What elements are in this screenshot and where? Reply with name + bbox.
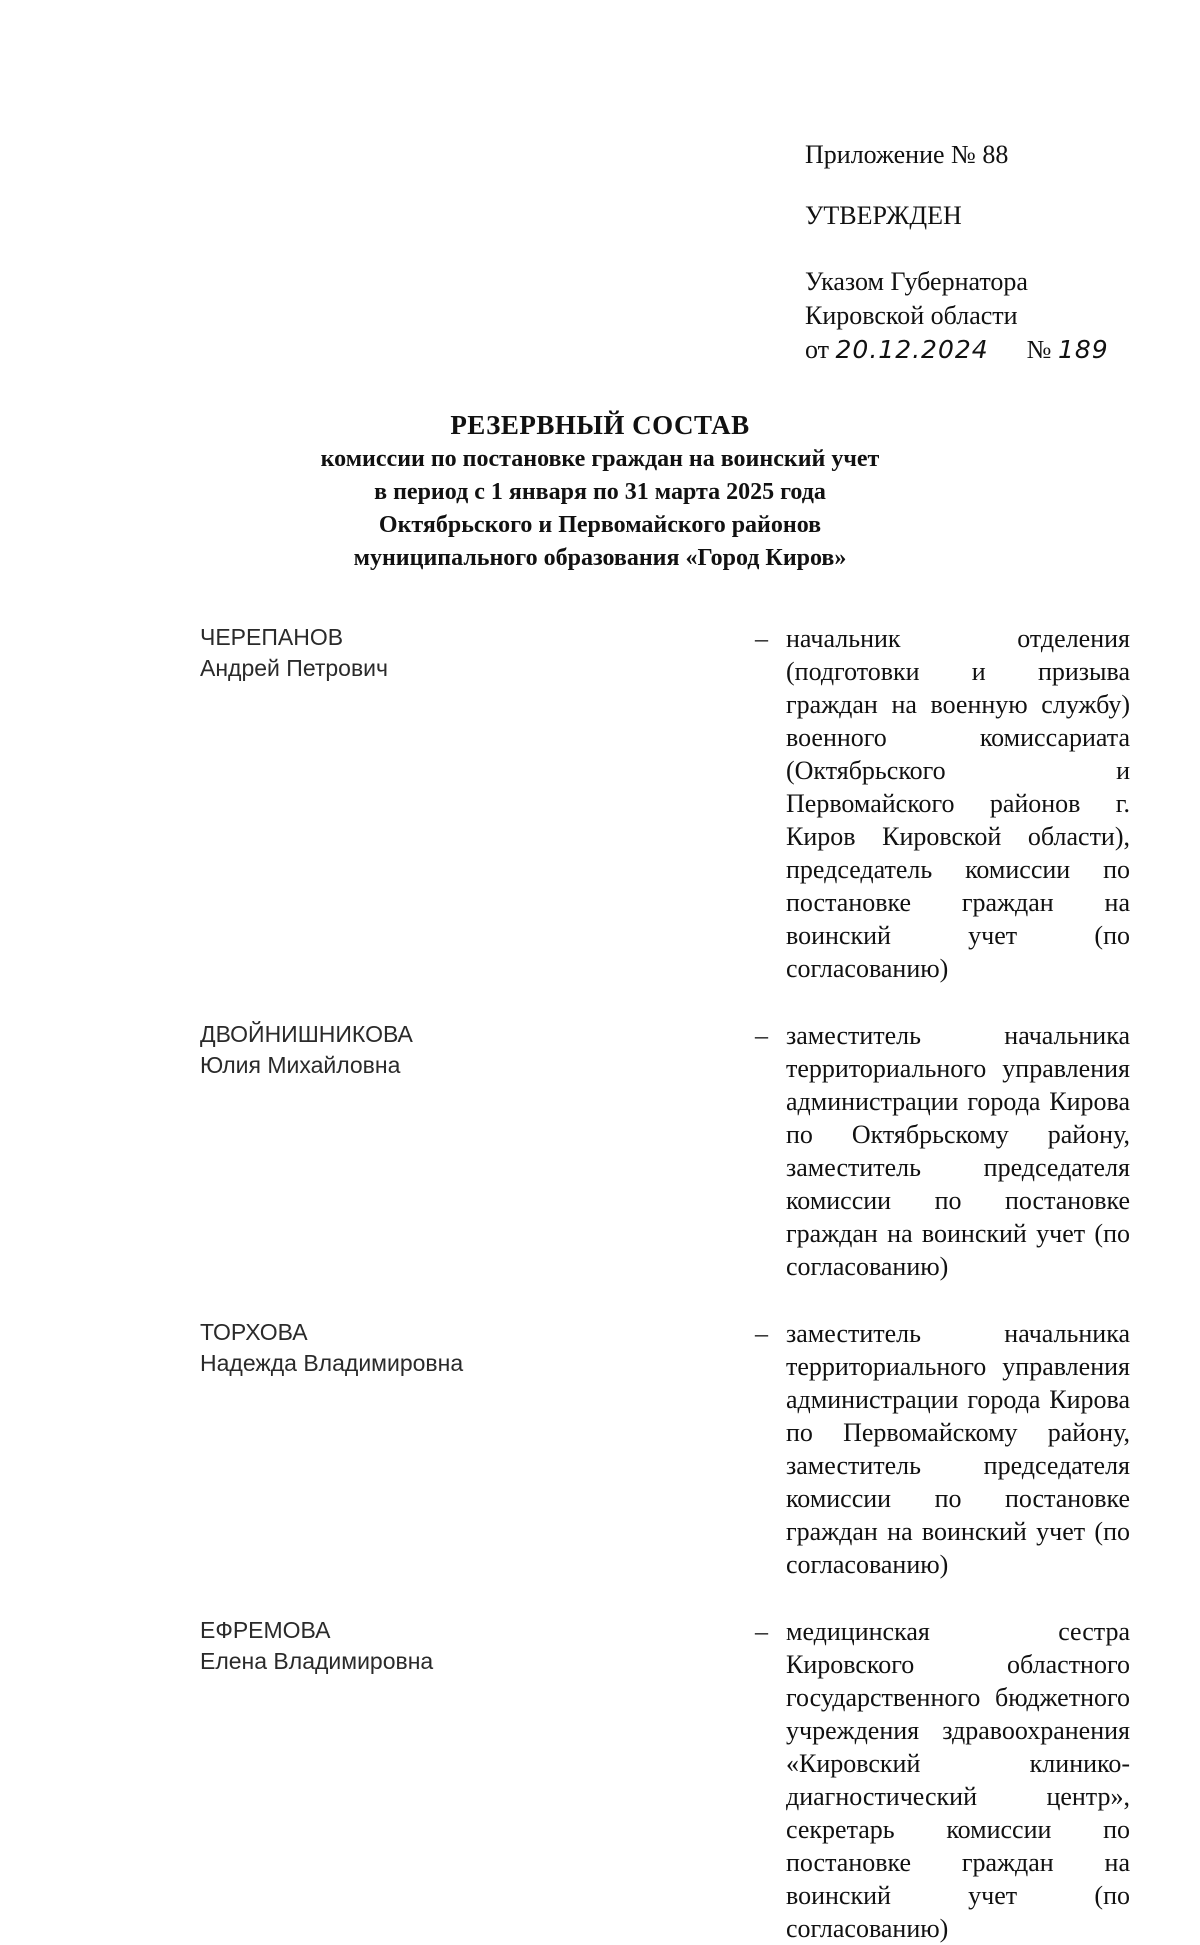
member-surname: ЧЕРЕПАНОВ [200,624,344,650]
member-name [200,1019,550,1081]
member-surname: ЕФРЕМОВА [200,1617,331,1643]
member-given-name: Юлия Михайловна [200,1052,401,1078]
approved-label: УТВЕРЖДЕН [805,201,962,230]
member-name [200,1317,550,1379]
handwritten-date: 20.12.2024 [835,335,989,364]
member-role: заместитель начальника территориального управления администрации города Кирова по Октябрьскому району, заместитель председателя комиссии по постановке граждан на воинский учет (по согласованию) [786,1021,1130,1281]
appendix-number: Приложение № 88 [805,140,1009,169]
member-name [200,1615,550,1677]
decree-line-2: Кировской области [805,301,1018,330]
members-list [200,622,1130,1945]
title-main: РЕЗЕРВНЫЙ СОСТАВ [450,410,750,440]
member-name [200,622,550,684]
member-given-name: Елена Владимировна [200,1648,434,1674]
member-entry: ДВОЙНИШНИКОВА Юлия Михайловна – заместитель начальника территориального управления администрации города Кирова по Октябрьскому району, заместитель председателя комиссии по постановке граждан на воинский учет (по согласованию) [200,1021,1130,1281]
number-prefix: № [1026,335,1052,364]
decree-line-1: Указом Губернатора [805,267,1028,296]
handwritten-number: 189 [1057,335,1109,364]
title-line-3: Октябрьского и Первомайского районов [378,512,822,538]
member-given-name: Андрей Петрович [200,655,389,681]
member-entry: ТОРХОВА Надежда Владимировна – заместитель начальника территориального управления администрации города Кирова по Первомайскому району, заместитель председателя комиссии по постановке граждан на воинский учет (по согласованию) [200,1319,1130,1579]
member-role: начальник отделения (подготовки и призыва граждан на военную службу) военного комиссариата (Октябрьского и Первомайского районов г. Киров Кировской области), председатель комиссии по постановке граждан на воинский учет (по согласованию) [786,624,1130,983]
title-line-1: комиссии по постановке граждан на воинский учет [320,446,880,472]
member-surname: ТОРХОВА [200,1319,308,1345]
approval-stamp [805,138,1145,367]
title-line-4: муниципального образования «Город Киров» [353,545,847,571]
document-title [200,407,1000,575]
member-entry: ЕФРЕМОВА Елена Владимировна – медицинская сестра Кировского областного государственного бюджетного учреждения здравоохранения «Кировский клинико-диагностический центр», секретарь комиссии по постановке граждан на воинский учет (по согласованию) [200,1617,1130,1943]
member-role: медицинская сестра Кировского областного государственного бюджетного учреждения здравоохранения «Кировский клинико-диагностический центр», секретарь комиссии по постановке граждан на воинский учет (по согласованию) [786,1617,1130,1943]
member-entry: ЧЕРЕПАНОВ Андрей Петрович – начальник отделения (подготовки и призыва граждан на военную службу) военного комиссариата (Октябрьского и Первомайского районов г. Киров Кировской области), председатель комиссии по постановке граждан на воинский учет (по согласованию) [200,624,1130,983]
title-line-2: в период с 1 января по 31 марта 2025 года [374,479,826,505]
decree-date-line [805,333,1145,367]
member-role: заместитель начальника территориального управления администрации города Кирова по Первомайскому району, заместитель председателя комиссии по постановке граждан на воинский учет (по согласованию) [786,1319,1130,1579]
member-surname: ДВОЙНИШНИКОВА [200,1021,413,1047]
member-given-name: Надежда Владимировна [200,1350,464,1376]
date-prefix: от [805,335,830,364]
